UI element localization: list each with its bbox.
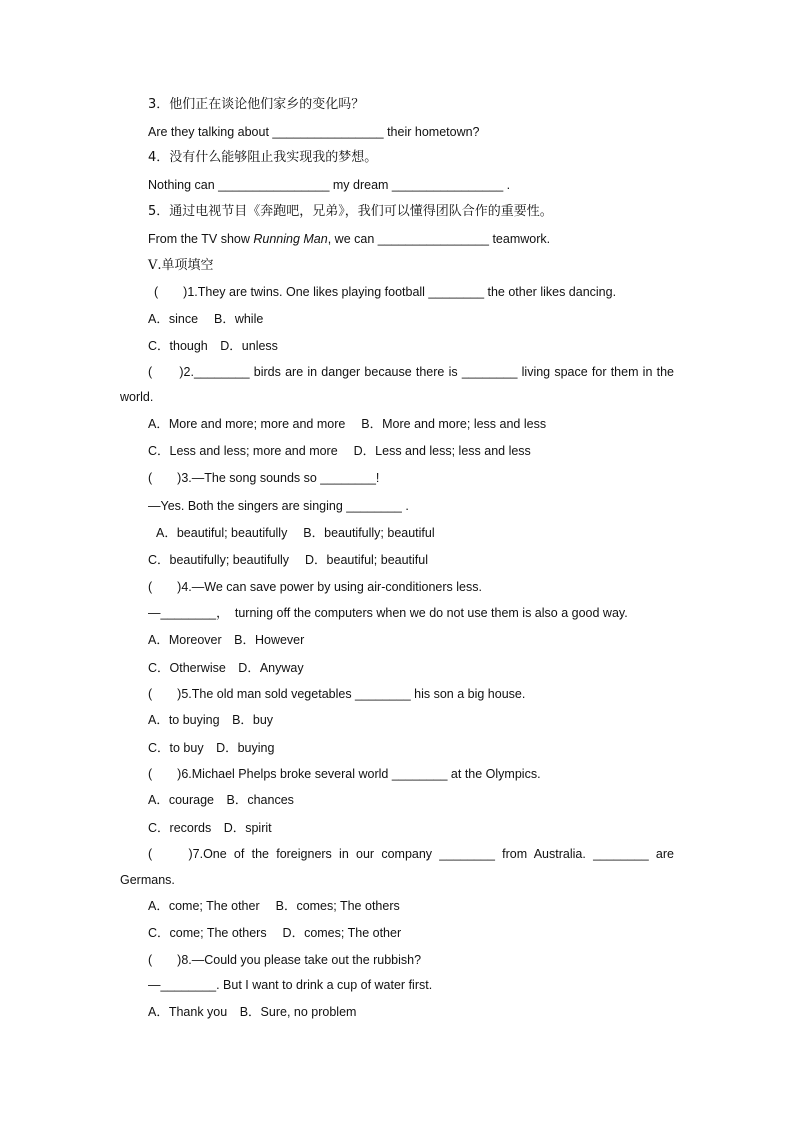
question-1-stem: ( )1.They are twins. One likes playing football ________ the other likes dancing. xyxy=(154,285,617,299)
question-6-options-ab: A．courage B．chances xyxy=(148,793,294,807)
question-4-options-ab: A．Moreover B．However xyxy=(148,633,305,647)
question-3-options-ab: A．beautiful; beautifully B．beautifully; beautiful xyxy=(156,526,435,540)
question-8-stem: ( )8.—Could you please take out the rubbish? xyxy=(148,953,422,967)
question-1-options-cd: C．though D．unless xyxy=(148,339,278,353)
question-2-stem: ( )2.________ birds are in danger because there is ________ living space for them in the xyxy=(148,365,674,379)
q5-show-title: Running Man xyxy=(253,232,328,246)
question-3-options-cd: C．beautifully; beautifully D．beautiful; beautiful xyxy=(148,553,429,567)
question-6-stem: ( )6.Michael Phelps broke several world ________ at the Olympics. xyxy=(148,767,541,781)
question-4-stem: ( )4.—We can save power by using air-conditioners less. xyxy=(148,580,482,594)
question-4-options-cd: C．Otherwise D．Anyway xyxy=(148,661,304,675)
section-title: Ⅴ.单项填空 xyxy=(148,258,214,273)
translation-q5-chinese: 5．通过电视节目《奔跑吧，兄弟》，我们可以懂得团队合作的重要性。 xyxy=(148,204,553,219)
question-2-stem-continued: world. xyxy=(120,390,154,404)
question-8-options-ab: A．Thank you B．Sure, no problem xyxy=(148,1005,357,1019)
translation-q4-english: Nothing can ________________ my dream ________________ . xyxy=(148,178,511,192)
question-2-options-ab: A．More and more; more and more B．More and more; less and less xyxy=(148,417,547,431)
question-7-stem-continued: Germans. xyxy=(120,873,175,887)
question-1-options-ab: A．since B．while xyxy=(148,312,264,326)
question-3-stem: ( )3.—The song sounds so ________! xyxy=(148,471,380,485)
question-5-stem: ( )5.The old man sold vegetables ________ his son a big house. xyxy=(148,687,526,701)
question-8-reply: —________. But I want to drink a cup of water first. xyxy=(148,978,433,992)
question-4-reply: —________， turning off the computers when we do not use them is also a good way. xyxy=(148,606,628,620)
question-3-reply: —Yes. Both the singers are singing ________ . xyxy=(148,499,409,513)
question-5-options-ab: A．to buying B．buy xyxy=(148,713,274,727)
question-7-options-ab: A．come; The other B．comes; The others xyxy=(148,899,400,913)
question-7-options-cd: C．come; The others D．comes; The other xyxy=(148,926,402,940)
question-5-options-cd: C．to buy D．buying xyxy=(148,741,275,755)
q5-text-after: , we can ________________ teamwork. xyxy=(327,232,551,246)
translation-q3-chinese: 3．他们正在谈论他们家乡的变化吗？ xyxy=(148,97,365,112)
question-7-stem: ( )7.One of the foreigners in our company ________ from Australia. ________ are xyxy=(148,847,674,861)
translation-q3-english: Are they talking about ________________ their hometown? xyxy=(148,125,480,139)
q5-text-before: From the TV show xyxy=(148,232,254,246)
translation-q5-english xyxy=(148,231,550,247)
question-2-options-cd: C．Less and less; more and more D．Less and less; less and less xyxy=(148,444,531,458)
question-6-options-cd: C．records D．spirit xyxy=(148,821,272,835)
translation-q4-chinese: 4．没有什么能够阻止我实现我的梦想。 xyxy=(148,150,378,165)
